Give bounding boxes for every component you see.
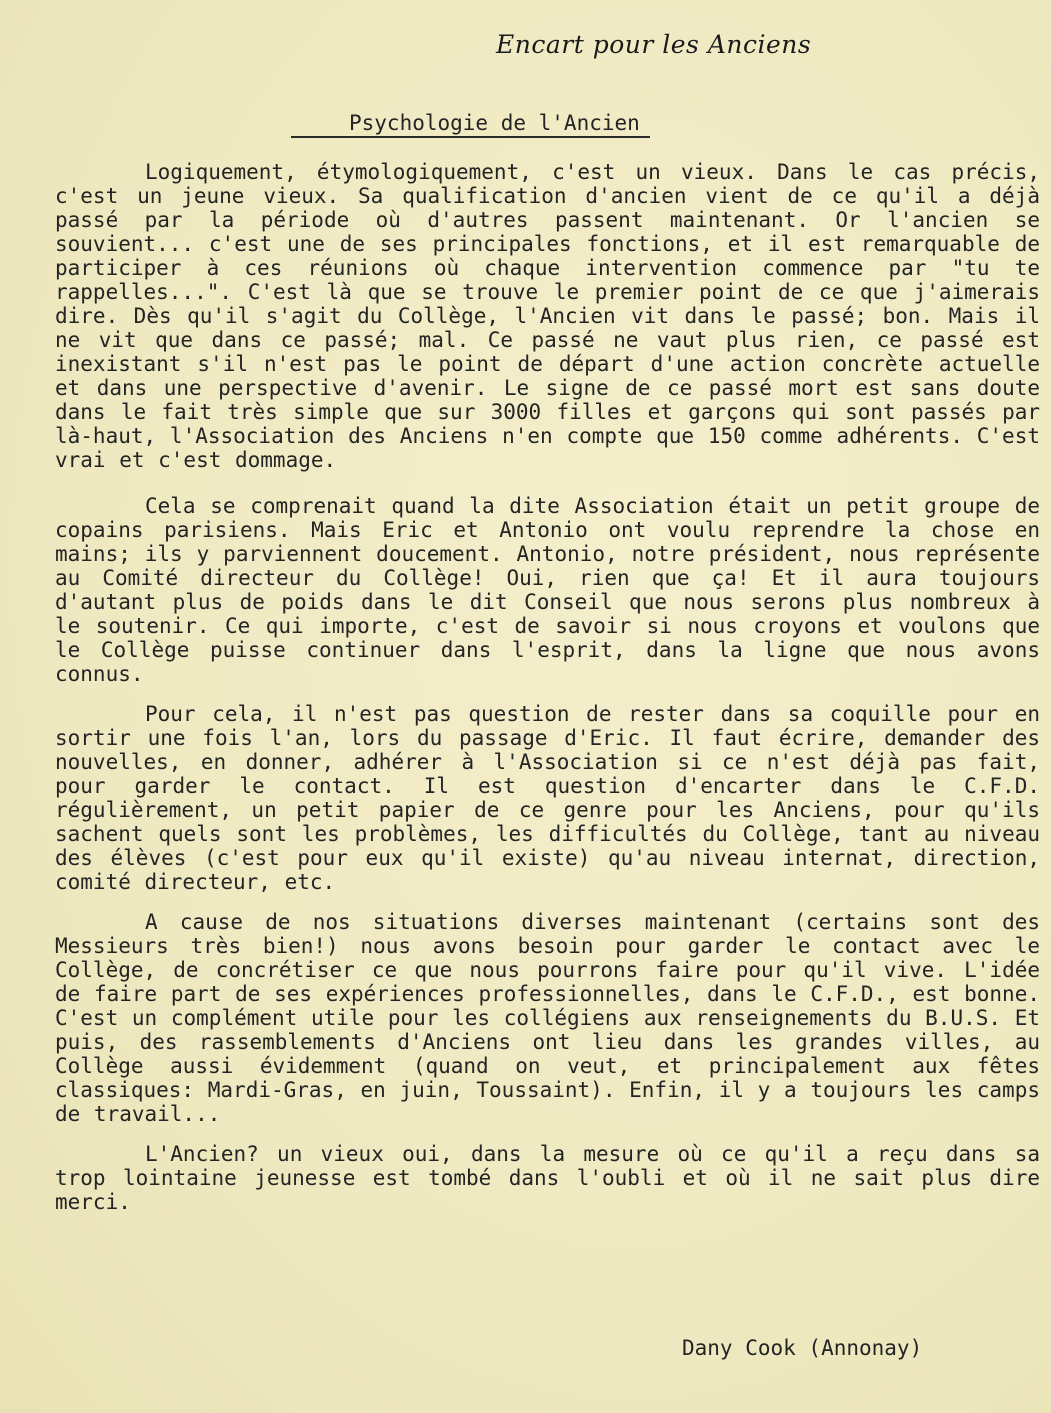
paragraph: Pour cela, il n'est pas question de rester dans sa coquille pour en sortir une fois l'an, lors du passage d'Eric. Il faut écrire, demander des nouvelles, en donner, adhérer à l'Association si ce n'est déjà pas fait, pour garder le contact. Il est question d'encarter dans le C.F.D. régulièrement, un petit papier de ce genre pour les Anciens, pour qu'ils sachent quels sont les problèmes, les difficultés du Collège, tant au niveau des élèves (c'est pour eux qu'il existe) qu'au niveau internat, direction, comité directeur, etc. (55, 702, 1040, 894)
handwritten-note: Encart pour les Anciens (496, 30, 812, 59)
paragraph: Cela se comprenait quand la dite Association était un petit groupe de copains parisiens. Mais Eric et Antonio ont voulu reprendre la chose en mains; ils y parviennent doucement. Antonio, notre président, nous représente au Comité directeur du Collège! Oui, rien que ça! Et il aura toujours d'autant plus de poids dans le dit Conseil que nous serons plus nombreux à le soutenir. Ce qui importe, c'est de savoir si nous croyons et voulons que le Collège puisse continuer dans l'esprit, dans la ligne que nous avons connus. (55, 494, 1040, 686)
signature: Dany Cook (Annonay) (682, 1336, 923, 1360)
article-title: Psychologie de l'Ancien (291, 111, 650, 138)
paragraph: Logiquement, étymologiquement, c'est un vieux. Dans le cas précis, c'est un jeune vieux. Sa qualification d'ancien vient de ce qu'il a déjà passé par la période où d'autres passent maintenant. Or l'ancien se souvient... c'est une de ses principales fonctions, et il est remarquable de participer à ces réunions où chaque intervention commence par "tu te rappelles...". C'est là que se trouve le premier point de ce que j'aimerais dire. Dès qu'il s'agit du Collège, l'Ancien vit dans le passé; bon. Mais il ne vit que dans ce passé; mal. Ce passé ne vaut plus rien, ce passé est inexistant s'il n'est pas le point de départ d'une action concrète actuelle et dans une perspective d'avenir. Le signe de ce passé mort est sans doute dans le fait très simple que sur 3000 filles et garçons qui sont passés par là-haut, l'Association des Anciens n'en compte que 150 comme adhérents. C'est vrai et c'est dommage. (55, 160, 1040, 472)
paragraph: A cause de nos situations diverses maintenant (certains sont des Messieurs très bien!) nous avons besoin pour garder le contact avec le Collège, de concrétiser ce que nous pourrons faire pour qu'il vive. L'idée de faire part de ses expériences professionnelles, dans le C.F.D., est bonne. C'est un complément utile pour les collégiens aux renseignements du B.U.S. Et puis, des rassemblements d'Anciens ont lieu dans les grandes villes, au Collège aussi évidemment (quand on veut, et principalement aux fêtes classiques: Mardi-Gras, en juin, Toussaint). Enfin, il y a toujours les camps de travail... (55, 910, 1040, 1126)
paragraph: L'Ancien? un vieux oui, dans la mesure où ce qu'il a reçu dans sa trop lointaine jeunesse est tombé dans l'oubli et où il ne sait plus dire merci. (55, 1142, 1040, 1214)
article-body (55, 160, 1040, 1230)
